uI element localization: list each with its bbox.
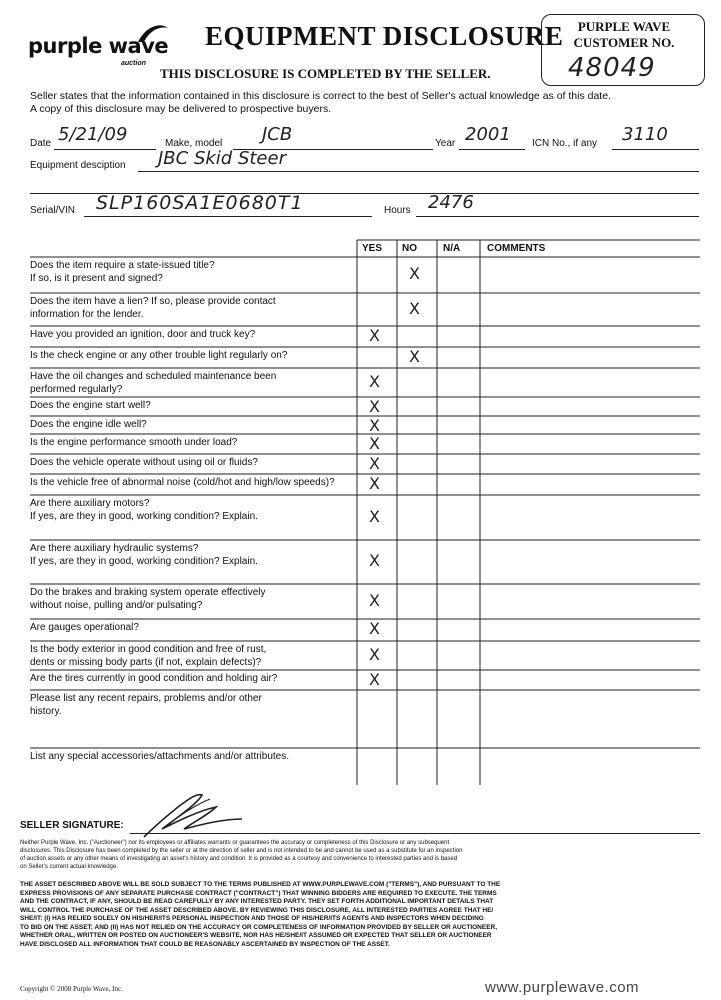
question-text: Please list any recent repairs, problems and/or other bbox=[30, 693, 262, 704]
description-label: Equipment desciption bbox=[30, 160, 126, 171]
icn-label: ICN No., if any bbox=[532, 138, 598, 149]
question-12 bbox=[30, 543, 355, 568]
make-label: Make, model bbox=[165, 138, 223, 149]
question-10 bbox=[30, 477, 355, 490]
terms-line: WILL CONTROL THE PURCHASE OF THE ASSET DESCRIBED ABOVE. BY REVIEWING THIS DISCLOSURE, ALL INTERESTED PARTIES AGREE THAT HE/ bbox=[20, 906, 494, 914]
answer-mark-yes[interactable]: X bbox=[369, 670, 380, 689]
column-header-comments: COMMENTS bbox=[487, 243, 546, 254]
column-header-no: NO bbox=[402, 243, 417, 254]
answer-mark-yes[interactable]: X bbox=[369, 326, 380, 345]
customer-label-line-1: PURPLE WAVE bbox=[577, 19, 671, 34]
hours-label: Hours bbox=[384, 205, 411, 216]
equipment-description-field[interactable]: JBC Skid Steer bbox=[158, 148, 286, 169]
customer-label-line-2: CUSTOMER NO. bbox=[573, 35, 675, 50]
terms-line: THE ASSET DESCRIBED ABOVE WILL BE SOLD SUBJECT TO THE TERMS PUBLISHED AT WWW.PURPLEWAVE.COM ("TERMS"), AND PURSUANT TO THE bbox=[20, 881, 501, 888]
question-text: Are gauges operational? bbox=[30, 622, 139, 633]
question-text: Is the engine performance smooth under load? bbox=[30, 437, 238, 448]
question-text-continued: performed regularly? bbox=[30, 383, 123, 395]
terms-line: AND THE CONTRACT, IF ANY, SHOULD BE READ CAREFULLY BY ANY INTERESTED PARTY. THEY SET FORTH ADDITIONAL IMPORTANT DETAILS THAT bbox=[20, 898, 494, 905]
intro-line-1: Seller states that the information contained in this disclosure is correct to the best of Seller's actual knowledge as of this date. bbox=[30, 90, 611, 102]
question-7 bbox=[30, 419, 355, 432]
answer-mark-no[interactable]: X bbox=[409, 264, 420, 283]
answer-mark-yes[interactable]: X bbox=[369, 397, 380, 416]
page-title: EQUIPMENT DISCLOSURE bbox=[205, 21, 564, 51]
hours-field[interactable]: 2476 bbox=[428, 192, 474, 213]
question-text-continued: If so, is it present and signed? bbox=[30, 272, 163, 284]
answer-mark-no[interactable]: X bbox=[409, 347, 420, 366]
answer-mark-yes[interactable]: X bbox=[369, 416, 380, 435]
question-5 bbox=[30, 371, 355, 396]
signature-label: SELLER SIGNATURE: bbox=[20, 820, 124, 831]
answer-mark-yes[interactable]: X bbox=[369, 619, 380, 638]
question-3 bbox=[30, 329, 355, 342]
question-4 bbox=[30, 350, 355, 363]
question-text: Does the item have a lien? If so, please provide contact bbox=[30, 296, 276, 307]
question-text: List any special accessories/attachments and/or attributes. bbox=[30, 751, 290, 762]
answer-mark-yes[interactable]: X bbox=[369, 371, 380, 391]
question-text: Is the body exterior in good condition and free of rust, bbox=[30, 644, 267, 655]
column-header-yes: YES bbox=[362, 243, 383, 254]
logo-wordmark: purple wave bbox=[28, 34, 169, 58]
question-text: Is the vehicle free of abnormal noise (cold/hot and high/low speeds)? bbox=[30, 477, 335, 488]
column-header-na: N/A bbox=[443, 243, 461, 254]
question-16 bbox=[30, 673, 355, 686]
make-model-field[interactable]: JCB bbox=[262, 124, 293, 145]
intro-line-2: A copy of this disclosure may be delivered to prospective buyers. bbox=[30, 103, 332, 115]
icn-field[interactable]: 3110 bbox=[622, 124, 668, 145]
question-text: Does the vehicle operate without using oil or fluids? bbox=[30, 457, 258, 468]
question-18 bbox=[30, 751, 355, 764]
serial-label: Serial/VIN bbox=[30, 205, 76, 216]
terms-line: HAVE DISCLOSED ALL INFORMATION THAT COULD BE REASONABLY ASCERTAINED BY INSPECTION OF THE ASSET. bbox=[20, 940, 390, 948]
question-text-continued: If yes, are they in good, working condition? Explain. bbox=[30, 555, 258, 567]
question-8 bbox=[30, 437, 355, 450]
website-link[interactable]: www.purplewave.com bbox=[485, 979, 640, 996]
question-text: Does the item require a state-issued title? bbox=[30, 260, 215, 271]
question-text-continued: history. bbox=[30, 705, 62, 717]
customer-number-value[interactable]: 48049 bbox=[568, 53, 656, 83]
question-15 bbox=[30, 644, 355, 669]
question-13 bbox=[30, 587, 355, 612]
question-text: Do the brakes and braking system operate effectively bbox=[30, 587, 266, 598]
question-1 bbox=[30, 260, 355, 285]
disclaimer-line: on Seller's current actual knowledge. bbox=[20, 864, 118, 870]
question-text: Have you provided an ignition, door and truck key? bbox=[30, 329, 256, 340]
question-9 bbox=[30, 457, 355, 470]
answer-mark-yes[interactable]: X bbox=[369, 454, 380, 473]
logo-subtext: auction bbox=[121, 60, 146, 67]
question-text: Are the tires currently in good condition and holding air? bbox=[30, 673, 278, 684]
question-6 bbox=[30, 400, 355, 413]
disclaimer-line: of auction assets or any other means of investigating an asset's history and condition. It is provided as a courtesy and convenience to interested parties and is based bbox=[20, 856, 458, 862]
date-label: Date bbox=[30, 138, 52, 149]
disclaimer-line: disclosures. This Disclosure has been completed by the seller or at the direction of seller and is not intended to be and cannot be used as a substitute for an inspection bbox=[20, 848, 463, 854]
question-2 bbox=[30, 296, 355, 321]
seller-signature[interactable] bbox=[138, 785, 248, 843]
terms-line: SHE/IT: (I) HAS RELIED SOLELY ON HIS/HER/ITS PERSONAL INSPECTION AND THOSE OF HIS/HER/ITS AGENTS AND INSPECTORS WHEN DECIDING bbox=[20, 915, 484, 922]
question-14 bbox=[30, 622, 355, 635]
question-text-continued: dents or missing body parts (if not, explain defects)? bbox=[30, 656, 262, 668]
question-text: Does the engine start well? bbox=[30, 400, 151, 411]
question-11 bbox=[30, 498, 355, 523]
terms-line: EXPRESS PROVISIONS OF ANY SEPARATE PURCHASE CONTRACT ("CONTRACT") THAT WINNING BIDDERS ARE REQUIRED TO EXECUTE. THE TERMS bbox=[20, 889, 497, 897]
question-17 bbox=[30, 693, 355, 718]
answer-mark-yes[interactable]: X bbox=[369, 506, 380, 526]
terms-line: TO BID ON THE ASSET; AND (II) HAS NOT RELIED ON THE ACCURACY OR COMPLETENESS OF INFORMATION PROVIDED BY SELLER OR AUCTIONEER, bbox=[20, 923, 498, 931]
date-field[interactable]: 5/21/09 bbox=[58, 124, 128, 145]
answer-mark-no[interactable]: X bbox=[409, 298, 420, 318]
answer-mark-yes[interactable]: X bbox=[369, 590, 380, 610]
disclaimer-line: Neither Purple Wave, Inc. ("Auctioneer") nor its employees or affiliates warrants or guarantees the accuracy or completeness of this Disclosure or any subsequent bbox=[20, 840, 450, 846]
answer-mark-yes[interactable]: X bbox=[369, 474, 380, 493]
serial-vin-field[interactable]: SLP160SA1E0680T1 bbox=[96, 192, 304, 214]
question-text: Does the engine idle well? bbox=[30, 419, 147, 430]
year-label: Year bbox=[435, 138, 456, 149]
answer-mark-yes[interactable]: X bbox=[369, 434, 380, 453]
question-text-continued: information for the lender. bbox=[30, 308, 144, 320]
answer-mark-yes[interactable]: X bbox=[369, 551, 380, 570]
question-text: Is the check engine or any other trouble light regularly on? bbox=[30, 350, 288, 361]
question-text-continued: If yes, are they in good, working condition? Explain. bbox=[30, 510, 258, 522]
question-text: Have the oil changes and scheduled maintenance been bbox=[30, 371, 277, 382]
year-field[interactable]: 2001 bbox=[465, 124, 511, 145]
question-text-continued: without noise, pulling and/or pulsating? bbox=[30, 599, 203, 611]
copyright-text: Copyright © 2008 Purple Wave, Inc. bbox=[20, 985, 123, 993]
terms-line: WHETHER ORAL, WRITTEN OR POSTED ON AUCTIONEER'S WEBSITE, NOR HAS HE/SHE/IT ASSUMED OR EXPECTED THAT SELLER OR AUCTIONEER bbox=[20, 932, 492, 939]
page-subtitle: THIS DISCLOSURE IS COMPLETED BY THE SELLER. bbox=[160, 66, 491, 81]
question-text: Are there auxiliary hydraulic systems? bbox=[30, 543, 199, 554]
answer-mark-yes[interactable]: X bbox=[369, 644, 380, 664]
question-text: Are there auxiliary motors? bbox=[30, 498, 150, 509]
